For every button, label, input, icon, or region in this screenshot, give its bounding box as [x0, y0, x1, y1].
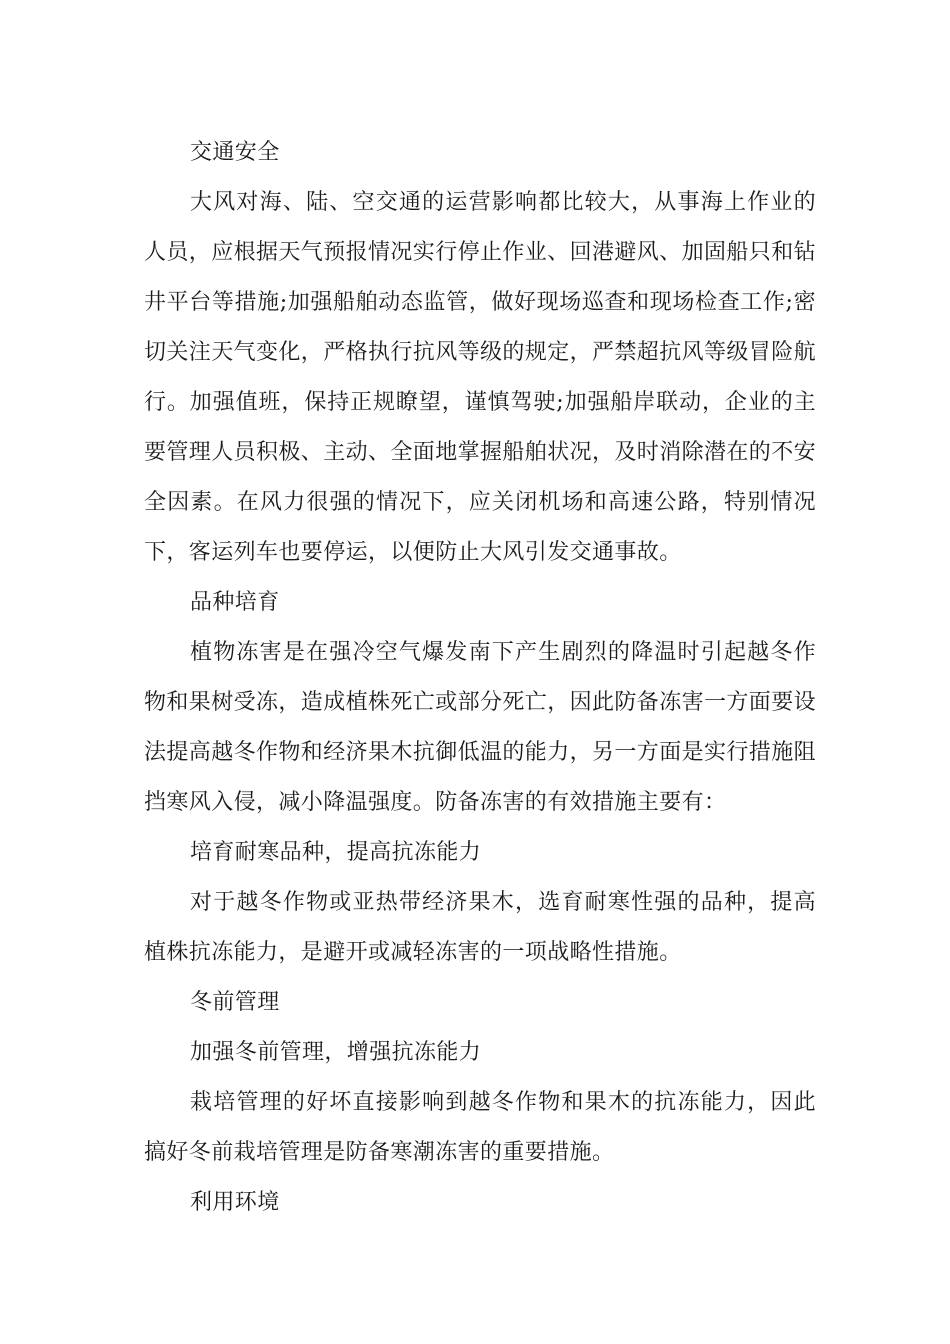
heading-variety-breeding: 品种培育 — [190, 590, 280, 615]
paragraph-traffic-safety: 大风对海、陆、空交通的运营影响都比较大，从事海上作业的人员，应根据天气预报情况实行停止作业、回港避风、加固船只和钻井平台等措施;加强船舶动态监管，做好现场巡查和现场检查工作;密切关注天气变化，严格执行抗风等级的规定，严禁超抗风等级冒险航行。加强值班，保持正规瞭望，谨慎驾驶;加强船岸联动，企业的主要管理人员积极、主动、全面地掌握船舶状况，及时消除潜在的不安全因素。在风力很强的情况下，应关闭机场和高速公路，特别情况下，客运列车也要停运，以便防止大风引发交通事故。 — [144, 190, 817, 565]
paragraph-cultivation-management: 栽培管理的好坏直接影响到越冬作物和果木的抗冻能力，因此搞好冬前栽培管理是防备寒潮冻害的重要措施。 — [144, 1090, 816, 1165]
document-body — [144, 128, 816, 1228]
heading-use-environment: 利用环境 — [190, 1190, 280, 1215]
heading-strengthen-management: 加强冬前管理，增强抗冻能力 — [190, 1040, 482, 1065]
paragraph-cold-resistant-varieties: 对于越冬作物或亚热带经济果木，选育耐寒性强的品种，提高植株抗冻能力，是避开或减轻冻害的一项战略性措施。 — [144, 890, 816, 965]
heading-cold-resistant-varieties: 培育耐寒品种，提高抗冻能力 — [190, 840, 482, 865]
heading-pre-winter-management: 冬前管理 — [190, 990, 280, 1015]
paragraph-frost-damage: 植物冻害是在强冷空气爆发南下产生剧烈的降温时引起越冬作物和果树受冻，造成植株死亡或部分死亡，因此防备冻害一方面要设法提高越冬作物和经济果木抗御低温的能力，另一方面是实行措施阻挡寒风入侵，减小降温强度。防备冻害的有效措施主要有： — [144, 640, 817, 815]
heading-traffic-safety: 交通安全 — [190, 140, 280, 165]
